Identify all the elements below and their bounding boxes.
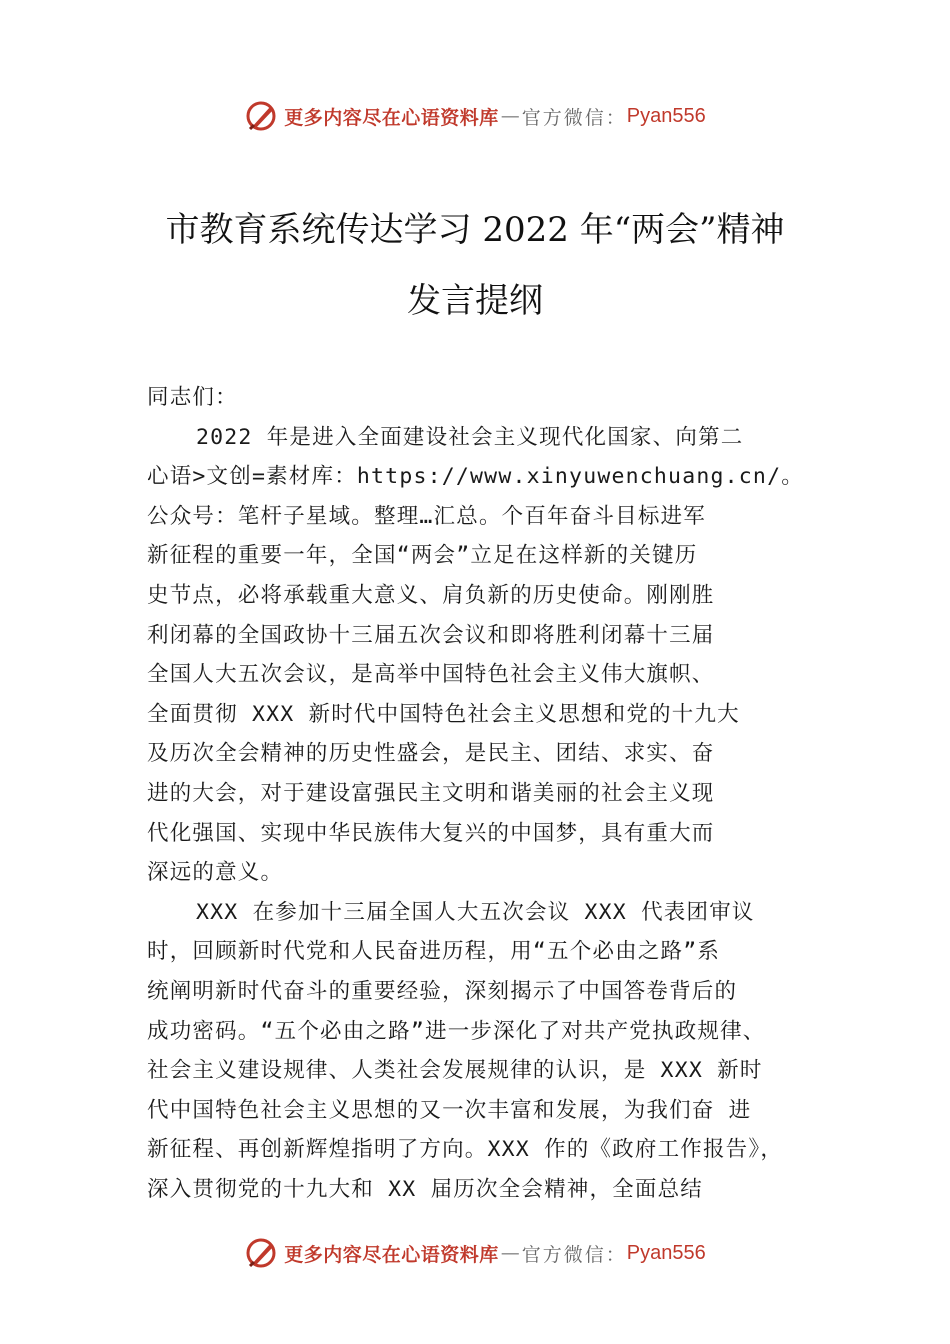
greeting: 同志们：	[147, 385, 238, 410]
text-line: 代中国特色社会主义思想的又一次丰富和发展，为我们奋 进	[147, 1097, 752, 1123]
text-line: 全面贯彻 XXX 新时代中国特色社会主义思想和党的十九大	[147, 701, 740, 727]
watermark-wechat-id: Pyan556	[626, 104, 706, 127]
text-line: 成功密码。“五个必由之路”进一步深化了对共产党执政规律、	[147, 1018, 766, 1044]
text-line: 统阐明新时代奋斗的重要经验，深刻揭示了中国答卷背后的	[147, 978, 738, 1004]
text-line: XXX 在参加十三届全国人大五次会议 XXX 代表团审议	[196, 899, 755, 925]
watermark-text: 更多内容尽在心语资料库	[284, 106, 499, 129]
text-line: 2022 年是进入全面建设社会主义现代化国家、向第二	[196, 424, 744, 450]
watermark-dash: —	[500, 105, 520, 127]
text-line: 新征程的重要一年，全国“两会”立足在这样新的关键历	[147, 543, 698, 569]
text-line: 史节点，必将承载重大意义、肩负新的历史使命。刚刚胜	[147, 582, 715, 608]
text-line: 全国人大五次会议，是高举中国特色社会主义伟大旗帜、	[147, 662, 715, 688]
watermark-text: 更多内容尽在心语资料库	[284, 1243, 499, 1266]
paragraph-2	[147, 893, 817, 1210]
text-line: 社会主义建设规律、人类社会发展规律的认识，是 XXX 新时	[147, 1058, 763, 1084]
text-line: 新征程、再创新辉煌指明了方向。XXX 作的《政府工作报告》，	[147, 1137, 784, 1163]
text-line: 心语>文创=素材库：https://www.xinyuwenchuang.cn/。	[147, 464, 804, 490]
text-line: 进的大会，对于建设富强民主文明和谐美丽的社会主义现	[147, 780, 715, 806]
text-line: 利闭幕的全国政协十三届五次会议和即将胜利闭幕十三届	[147, 622, 715, 648]
watermark-banner-bottom	[0, 1233, 950, 1273]
watermark-wechat-id: Pyan556	[626, 1241, 706, 1264]
text-line: 及历次全会精神的历史性盛会，是民主、团结、求实、奋	[147, 741, 715, 767]
paragraph-1	[147, 418, 817, 893]
pen-logo-icon	[244, 99, 278, 133]
text-line: 深远的意义。	[147, 860, 284, 886]
text-line: 代化强国、实现中华民族伟大复兴的中国梦，具有重大而	[147, 820, 715, 846]
text-line: 时，回顾新时代党和人民奋进历程，用“五个必由之路”系	[147, 939, 721, 965]
document-body	[147, 378, 817, 1209]
watermark-banner-top	[0, 96, 950, 136]
watermark-wechat-label: 官方微信：	[521, 106, 627, 129]
text-line: 深入贯彻党的十九大和 XX 届历次全会精神，全面总结	[147, 1176, 703, 1202]
pen-logo-icon	[244, 1236, 278, 1270]
watermark-wechat-label: 官方微信：	[521, 1243, 627, 1266]
text-line: 公众号：笔杆子星域。整理…汇总。个百年奋斗目标进军	[147, 503, 706, 529]
watermark-dash: —	[500, 1242, 520, 1264]
document-title-line-1: 市教育系统传达学习 2022 年“两会”精神	[165, 210, 785, 250]
document-title-line-2: 发言提纲	[407, 281, 543, 321]
